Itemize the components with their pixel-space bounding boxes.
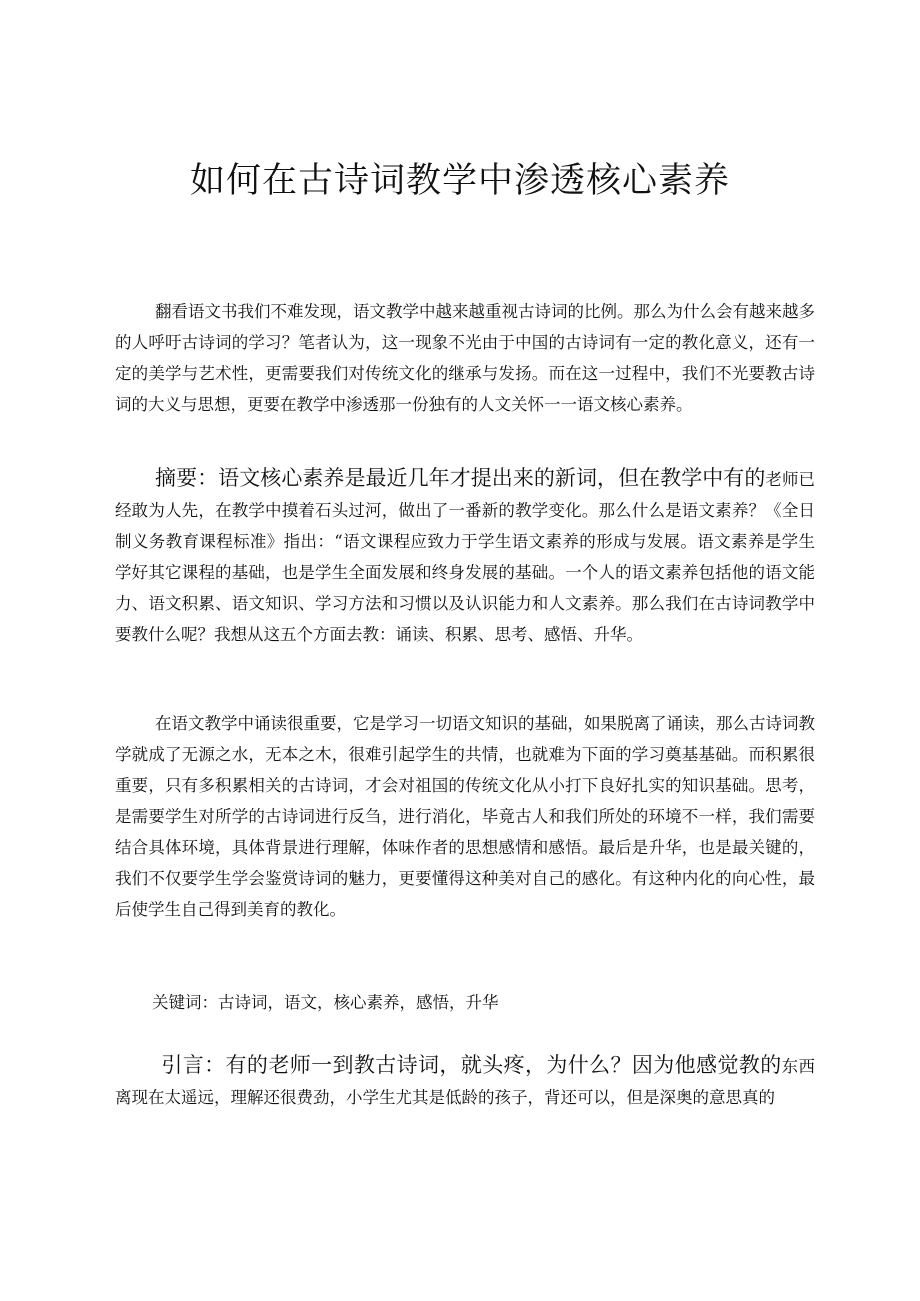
foreword-lead: 引言：有的老师一到教古诗词，就头疼，为什么？因为他感觉教的 — [161, 1053, 782, 1077]
foreword-paragraph — [115, 1050, 815, 1113]
keywords-line: 关键词：古诗词，语文，核心素养，感悟，升华 — [152, 993, 499, 1012]
intro-paragraph — [115, 296, 815, 420]
method-paragraph — [115, 708, 815, 925]
foreword-text: 东西离现在太遥远，理解还很费劲，小学生尤其是低龄的孩子，背还可以，但是深奥的意思真的 — [115, 1057, 816, 1107]
paragraph-text: 翻看语文书我们不难发现，语文教学中越来越重视古诗词的比例。那么为什么会有越来越多的人呼吁古诗词的学习？笔者认为，这一现象不光由于中国的古诗词有一定的教化意义，还有一定的美学与艺术性，更需要我们对传统文化的继承与发扬。而在这一过程中，我们不光要教古诗词的大义与思想，更要在教学中渗透那一份独有的人文关怀一一语文核心素养。 — [115, 302, 815, 414]
document-title: 如何在古诗词教学中渗透核心素养 — [189, 161, 730, 201]
abstract-lead: 摘要：语文核心素养是最近几年才提出来的新词，但在教学中有的 — [155, 466, 766, 490]
abstract-paragraph — [115, 463, 815, 650]
abstract-text: 老师已经敢为人先，在教学中摸着石头过河，做出了一番新的教学变化。那么什么是语文素养？《全日制义务教育课程标准》指出：“语文课程应致力于学生语文素养的形成与发展。语文素养是学生学好其它课程的基础，也是学生全面发展和终身发展的基础。一个人的语文素养包括他的语文能力、语文积累、语文知识、学习方法和习惯以及认识能力和人文素养。那么我们在古诗词教学中要教什么呢？我想从这五个方面去教：诵读、积累、思考、感悟、升华。 — [115, 470, 815, 644]
paragraph-text: 在语文教学中诵读很重要，它是学习一切语文知识的基础，如果脱离了诵读，那么古诗词教学就成了无源之水，无本之木，很难引起学生的共情，也就难为下面的学习奠基基础。而积累很重要，只有多积累相关的古诗词，才会对祖国的传统文化从小打下良好扎实的知识基础。思考，是需要学生对所学的古诗词进行反刍，进行消化，毕竟古人和我们所处的环境不一样，我们需要结合具体环境，具体背景进行理解，体味作者的思想感情和感悟。最后是升华，也是最关键的，我们不仅要学生学会鉴赏诗词的魅力，更要懂得这种美对自己的感化。有这种内化的向心性，最后使学生自己得到美育的教化。 — [115, 714, 815, 919]
